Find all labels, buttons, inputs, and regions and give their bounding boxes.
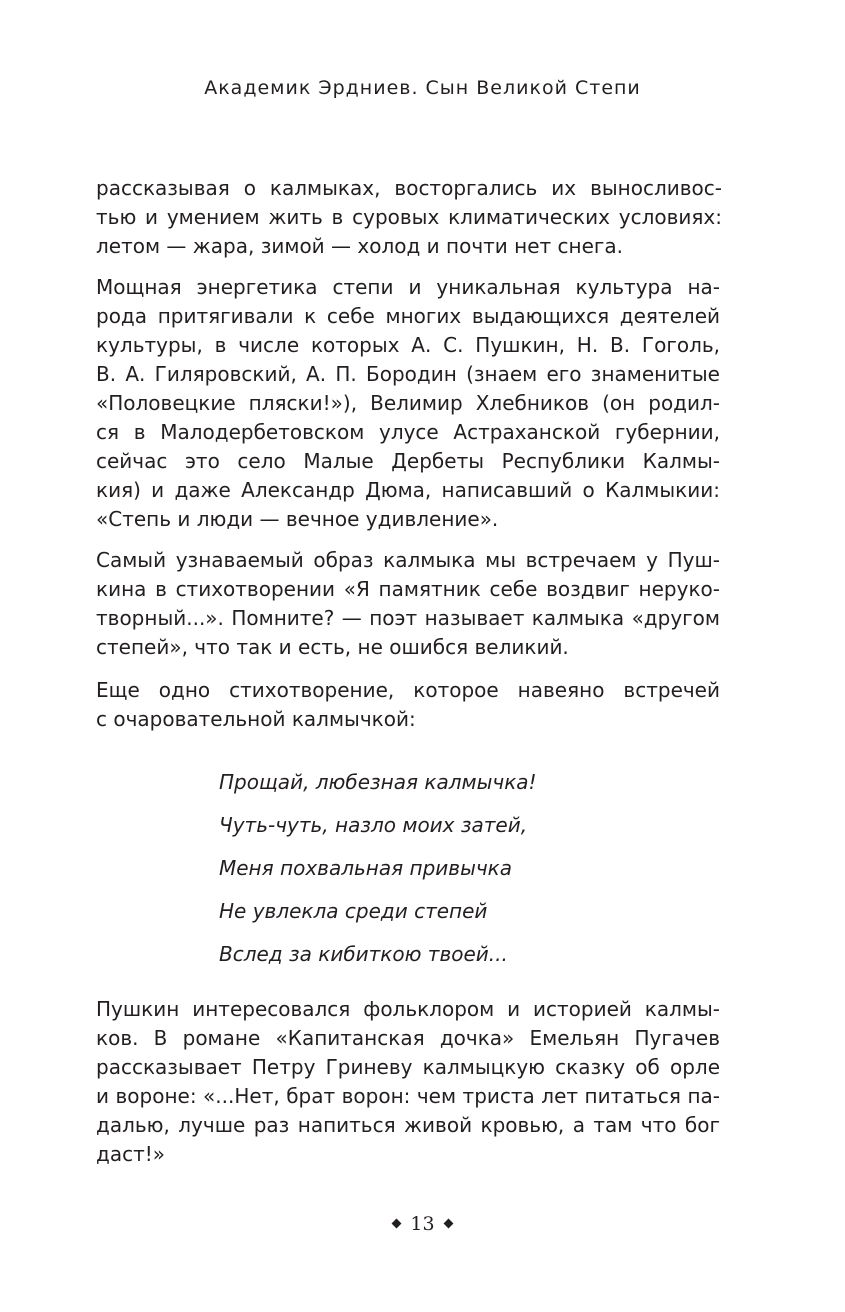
running-title: Академик Эрдниев. Сын Великой Степи	[204, 77, 641, 99]
poem-line: Не увлекла среди степей	[219, 899, 488, 923]
text-line: рода притягивали к себе многих выдающихся деятелей	[96, 304, 720, 328]
diamond-ornament-left-icon	[392, 1218, 402, 1228]
text-line: «Степь и люди — вечное удивление».	[96, 507, 499, 531]
page-number-folio	[0, 1213, 845, 1235]
text-line: степей», что так и есть, не ошибся великий.	[96, 635, 569, 659]
text-line: даст!»	[96, 1142, 165, 1166]
text-line: тью и умением жить в суровых климатических условиях:	[96, 205, 722, 229]
text-line: с очаровательной калмычкой:	[96, 707, 416, 731]
text-line: и вороне: «...Нет, брат ворон: чем триста лет питаться па-	[96, 1084, 720, 1108]
text-line: летом — жара, зимой — холод и почти нет снега.	[96, 234, 624, 258]
text-line: Еще одно стихотворение, которое навеяно встречей	[96, 678, 720, 702]
paragraph-3	[96, 546, 720, 662]
text-line: кия) и даже Александр Дюма, написавший о Калмыкии:	[96, 478, 720, 502]
paragraph-1	[96, 174, 722, 261]
text-line: «Половецкие пляски!»), Велимир Хлебников (он родил-	[96, 391, 720, 415]
text-line: рассказывает Петру Гриневу калмыцкую сказку об орле	[96, 1055, 720, 1079]
diamond-ornament-right-icon	[443, 1218, 453, 1228]
text-line: творный...». Помните? — поэт называет калмыка «другом	[96, 606, 720, 630]
paragraph-2	[96, 273, 720, 534]
poem-line: Чуть-чуть, назло моих затей,	[219, 813, 528, 837]
text-line: Пушкин интересовался фольклором и историей калмы-	[96, 997, 720, 1021]
paragraph-4	[96, 676, 720, 734]
text-line: кина в стихотворении «Я памятник себе воздвиг неруко-	[96, 577, 720, 601]
text-line: В. А. Гиляровский, А. П. Бородин (знаем его знаменитые	[96, 362, 720, 386]
text-line: Мощная энергетика степи и уникальная культура на-	[96, 275, 720, 299]
poem-block	[219, 767, 739, 982]
poem-line: Вслед за кибиткою твоей...	[219, 942, 508, 966]
text-line: ков. В романе «Капитанская дочка» Емельян Пугачев	[96, 1026, 720, 1050]
text-line: далью, лучше раз напиться живой кровью, а там что бог	[96, 1113, 720, 1137]
text-line: рассказывая о калмыках, восторгались их выносливос-	[96, 176, 722, 200]
page-number: 13	[410, 1213, 435, 1235]
text-line: ся в Малодербетовском улусе Астраханской губернии,	[96, 420, 720, 444]
poem-line: Меня похвальная привычка	[219, 856, 513, 880]
text-line: Самый узнаваемый образ калмыка мы встречаем у Пуш-	[96, 548, 720, 572]
poem-line: Прощай, любезная калмычка!	[219, 770, 537, 794]
paragraph-5	[96, 995, 720, 1169]
text-line: культуры, в числе которых А. С. Пушкин, Н. В. Гоголь,	[96, 333, 720, 357]
text-line: сейчас это село Малые Дербеты Республики Калмы-	[96, 449, 720, 473]
